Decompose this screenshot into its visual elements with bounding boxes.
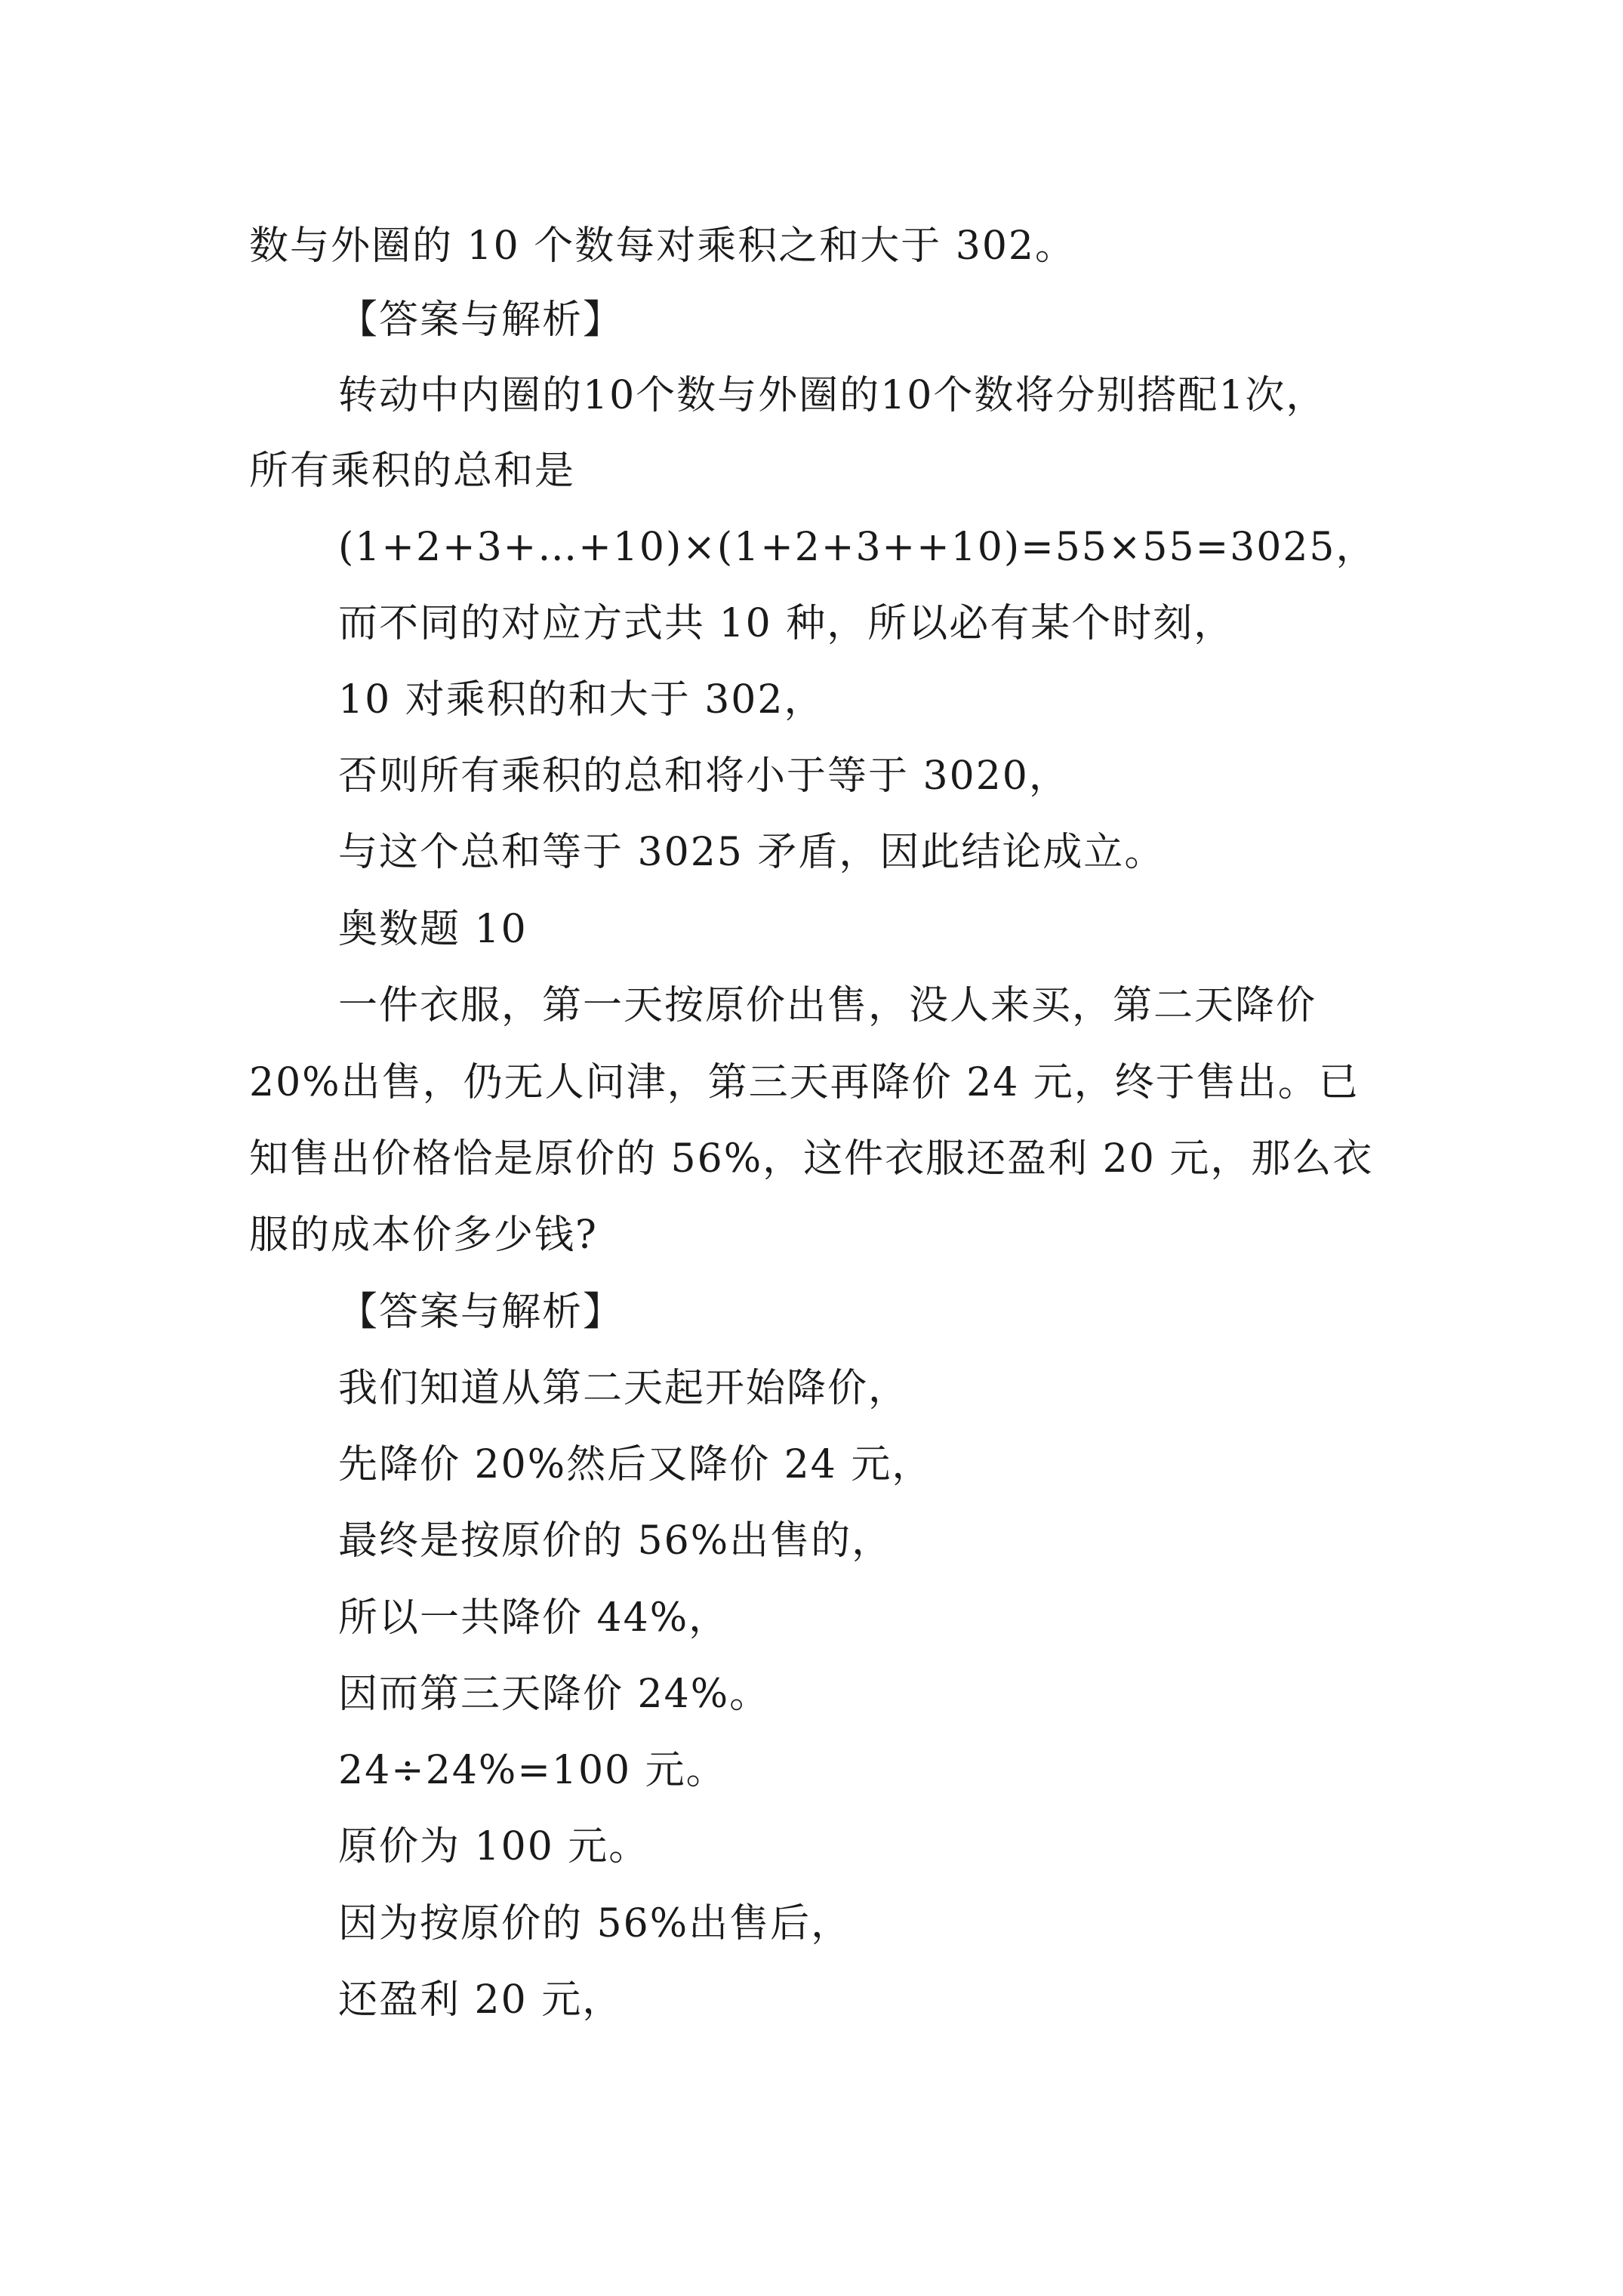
- text-line: 因为按原价的 56%出售后，: [338, 1901, 852, 1946]
- text-line: 因而第三天降价 24%。: [338, 1672, 771, 1717]
- text-line: 20%出售，仍无人问津，第三天再降价 24 元，终于售出。已: [249, 1060, 1360, 1105]
- text-line: 原价为 100 元。: [338, 1824, 650, 1869]
- text-line: 服的成本价多少钱?: [249, 1213, 598, 1258]
- text-line: 知售出价格恰是原价的 56%，这件衣服还盈利 20 元，那么衣: [249, 1136, 1374, 1182]
- formula-line: (1+2+3+…+10)×(1+2+3++10)=55×55=3025，: [338, 525, 1377, 570]
- text-line: 一件衣服，第一天按原价出售，没人来买，第二天降价: [338, 983, 1317, 1028]
- problem-heading: 奥数题 10: [338, 907, 528, 952]
- text-line: 而不同的对应方式共 10 种，所以必有某个时刻，: [338, 601, 1235, 646]
- text-line: 与这个总和等于 3025 矛盾，因此结论成立。: [338, 830, 1166, 875]
- text-line: 否则所有乘积的总和将小于等于 3020，: [338, 754, 1070, 799]
- text-line: 所以一共降价 44%，: [338, 1595, 730, 1641]
- text-line: 所有乘积的总和是: [249, 448, 576, 494]
- text-line: 数与外圈的 10 个数每对乘积之和大于 302。: [249, 223, 1076, 269]
- text-line: 最终是按原价的 56%出售的，: [338, 1518, 893, 1564]
- formula-line: 24÷24%=100 元。: [338, 1748, 727, 1793]
- text-line: 转动中内圈的10个数与外圈的10个数将分别搭配1次，: [338, 373, 1327, 418]
- text-line: 先降价 20%然后又降价 24 元，: [338, 1442, 933, 1487]
- answer-heading: 【答案与解析】: [338, 297, 624, 343]
- answer-heading: 【答案与解析】: [338, 1290, 624, 1335]
- text-line: 我们知道从第二天起开始降价，: [338, 1366, 910, 1411]
- text-line: 10 对乘积的和大于 302，: [338, 677, 825, 723]
- text-line: 还盈利 20 元，: [338, 1977, 624, 2023]
